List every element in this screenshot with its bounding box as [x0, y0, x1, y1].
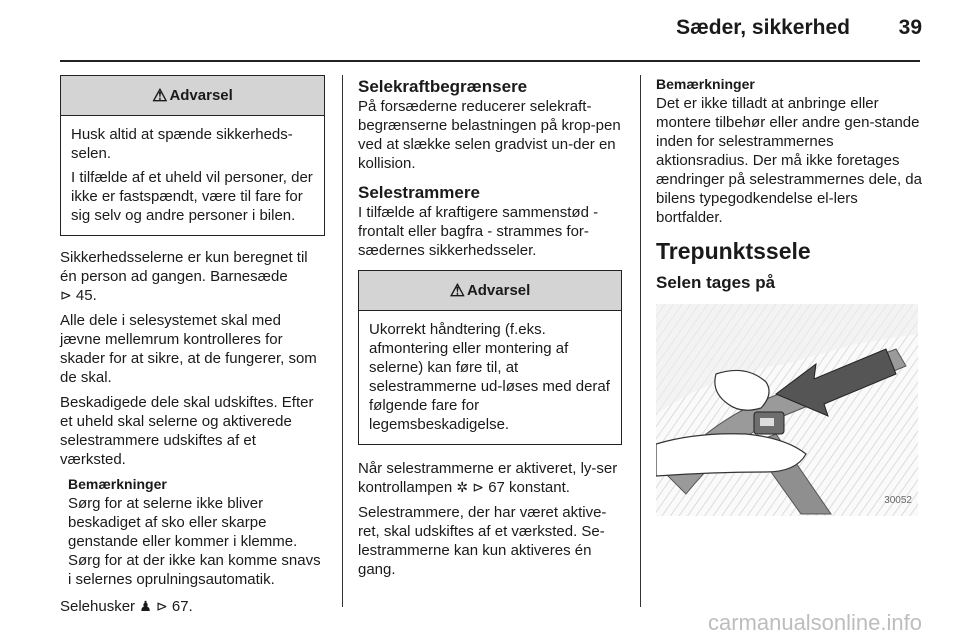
paragraph-text: Sikkerhedsselerne er kun beregnet til én person ad gangen. Barnesæde — [60, 249, 308, 285]
paragraph — [358, 459, 622, 497]
chapter-heading: Trepunktssele — [656, 238, 811, 264]
section-heading: Selekraftbegrænsere — [358, 77, 528, 96]
paragraph-text: Når selestrammerne er aktiveret, ly-ser kontrollampen — [358, 460, 618, 496]
seatbelt-illustration — [656, 304, 918, 516]
page-ref-arrow-icon: ⊳ — [155, 598, 168, 614]
warning-triangle-icon: ⚠ — [152, 86, 168, 105]
warning-header — [359, 271, 621, 311]
note-text: Sørg for at selerne ikke bliver beskadiget af sko eller skarpe genstande eller kommer i klemme. Sørg for at der ikke kan komme snavs i selernes oprulningsautomatik. — [68, 495, 321, 588]
seatbelt-reminder-icon: ♟ — [139, 598, 152, 614]
reminder-text: Selehusker — [60, 598, 136, 615]
seatbelt-drawing — [656, 304, 918, 516]
warning-text: Husk altid at spænde sikkerheds-selen. — [71, 126, 293, 162]
paragraph: På forsæderne reducerer selekraft-begrænserne belastningen på krop-pen ved at slække selen gradvist un-der en kollision. — [358, 98, 621, 172]
airbag-lamp-icon: ✲ — [456, 479, 469, 495]
column-3 — [656, 75, 922, 516]
paragraph: Beskadigede dele skal udskiftes. Efter et uheld skal selerne og aktiverede selestrammere udskiftes af et værksted. — [60, 394, 314, 468]
page-reference[interactable]: 67. — [171, 598, 193, 615]
warning-box — [358, 270, 622, 445]
warning-text: I tilfælde af et uheld vil personer, der ikke er fastspændt, være til fare for sig selv og andre personer i bilen. — [71, 169, 313, 224]
warning-text: Ukorrekt håndtering (f.eks. afmontering eller montering af selerne) kan føre til, at selestrammerne ud-løses med deraf følgende fare for legemsbeskadigelse. — [369, 321, 610, 433]
column-divider-1 — [342, 75, 343, 607]
paragraph — [60, 597, 325, 616]
note-title: Bemærkninger — [656, 76, 755, 92]
page-ref-arrow-icon: ⊳ — [60, 287, 72, 303]
warning-header — [61, 76, 324, 116]
watermark: carmanualsonline.info — [707, 610, 922, 635]
warning-body — [61, 116, 324, 235]
header-rule — [60, 60, 920, 62]
paragraph — [60, 248, 325, 305]
page-number: 39 — [898, 16, 922, 39]
note-title: Bemærkninger — [68, 476, 167, 492]
page-ref-arrow-icon: ⊳ — [472, 479, 485, 495]
figure-number: 30052 — [884, 495, 912, 506]
note-block — [60, 475, 325, 589]
page-reference[interactable]: 67 konstant. — [488, 479, 570, 496]
note-block — [656, 75, 922, 227]
subsection-heading: Selen tages på — [656, 273, 776, 292]
paragraph: Selestrammere, der har været aktive-ret, skal udskiftes af et værksted. Se-lestrammerne kan kun aktiveres én gang. — [358, 504, 607, 578]
warning-box — [60, 75, 325, 236]
column-2 — [358, 75, 622, 585]
warning-body — [359, 311, 621, 444]
section-heading: Selestrammere — [358, 183, 480, 202]
warning-title: Advarsel — [169, 87, 233, 104]
page-reference[interactable]: 45. — [75, 287, 97, 304]
warning-title: Advarsel — [466, 282, 531, 299]
paragraph: I tilfælde af kraftigere sammenstød - frontalt eller bagfra - strammes for-sædernes sikkerhedsseler. — [358, 204, 599, 259]
warning-triangle-icon: ⚠ — [449, 281, 465, 300]
paragraph: Alle dele i selesystemet skal med jævne mellemrum kontrolleres for skader for at sikre, at de fungerer, som de skal. — [60, 312, 317, 386]
note-text: Det er ikke tilladt at anbringe eller montere tilbehør eller andre gen-stande inden for selestrammernes aktionsradius. Der må ikke foretages ændringer på selestrammernes dele, da bilens typegodkendelse el-lers bortfalder. — [656, 95, 922, 226]
header-title: Sæder, sikkerhed — [676, 16, 850, 39]
column-1 — [60, 75, 325, 622]
column-divider-2 — [640, 75, 641, 607]
